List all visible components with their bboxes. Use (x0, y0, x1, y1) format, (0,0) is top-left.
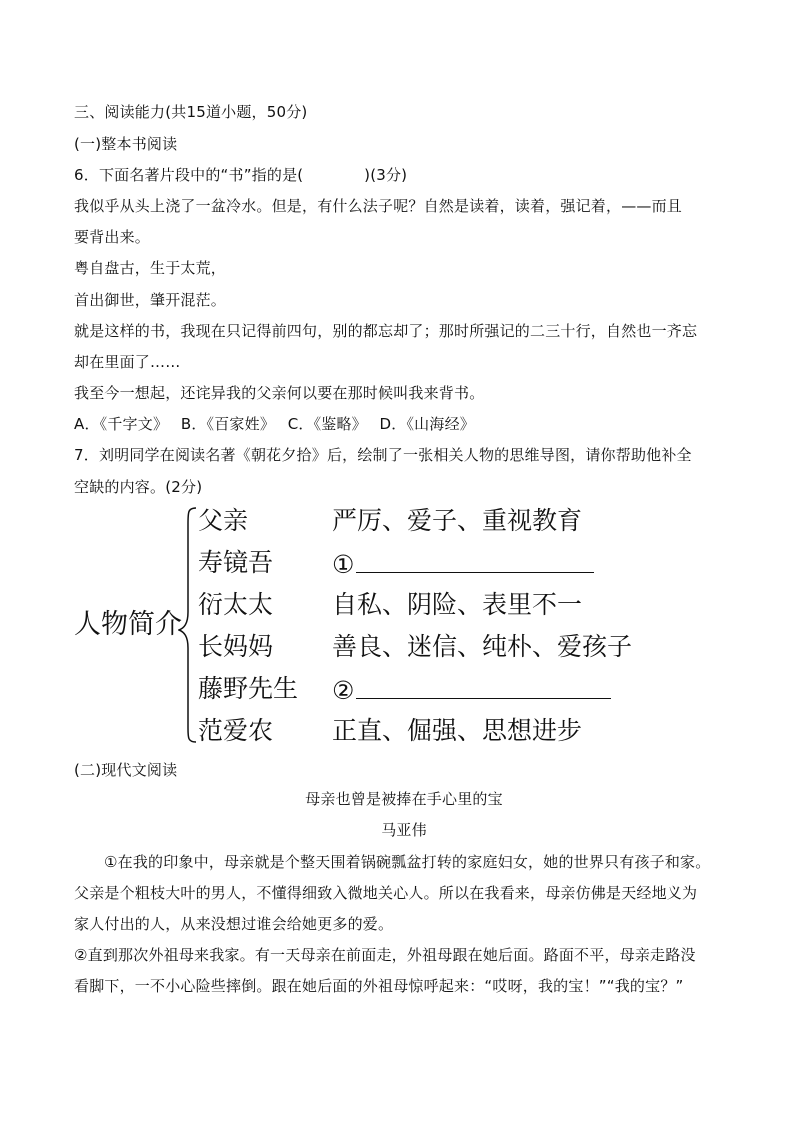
character-name: 衍太太 (198, 590, 274, 619)
q6-options: A．《千字文》 B．《百家姓》 C．《鉴略》 D．《山海经》 (74, 415, 475, 433)
character-name: 寿镜吾 (198, 548, 274, 577)
character-name: 父亲 (198, 506, 249, 535)
character-name: 范爱农 (198, 716, 274, 745)
q6-passage-line: 我似乎从头上浇了一盆冷水。但是，有什么法子呢？自然是读着，读着，强记着，——而且 (74, 197, 683, 215)
article-paragraph-line: ①在我的印象中，母亲就是个整天围着锅碗瓢盆打转的家庭妇女，她的世界只有孩子和家。 (104, 853, 711, 871)
q6-passage-line: 首出御世，肇开混茫。 (74, 291, 227, 309)
q6-stem: 6．下面名著片段中的“书”指的是( )(3分) (74, 166, 408, 184)
article-paragraph-line: 父亲是个粗枝大叶的男人，不懂得细致入微地关心人。所以在我看来，母亲仿佛是天经地义为 (74, 884, 698, 902)
q7-stem: 空缺的内容。(2分) (74, 478, 203, 496)
q6-passage-line: 就是这样的书，我现在只记得前四句，别的都忘却了；那时所强记的二三十行，自然也一齐忘 (74, 322, 698, 340)
blank-marker: ① (332, 550, 355, 579)
character-name: 藤野先生 (198, 674, 299, 703)
part2-heading: (二)现代文阅读 (74, 761, 178, 779)
character-traits: 严厉、爱子、重视教育 (332, 506, 583, 535)
q6-passage-line: 要背出来。 (74, 228, 151, 246)
character-traits: 正直、倔强、思想进步 (332, 716, 583, 745)
q7-stem: 7．刘明同学在阅读名著《朝花夕拾》后，绘制了一张相关人物的思维导图，请你帮助他补全 (74, 446, 692, 464)
article-author: 马亚伟 (381, 821, 427, 839)
q6-passage-line: 粤自盘古，生于太荒， (74, 259, 227, 277)
part1-heading: (一)整本书阅读 (74, 135, 178, 153)
q6-passage-line: 我至今一想起，还诧异我的父亲何以要在那时候叫我来背书。 (74, 384, 485, 402)
exam-page (74, 0, 734, 1123)
mind-map-root: 人物简介 (74, 609, 182, 640)
section-heading: 三、阅读能力(共15道小题，50分) (74, 103, 308, 121)
article-paragraph-line: 看脚下，一不小心险些摔倒。跟在她后面的外祖母惊呼起来：“哎呀，我的宝！”“我的宝？” (74, 977, 684, 995)
brace-icon (178, 504, 198, 744)
answer-blank-1[interactable] (356, 546, 594, 573)
q6-passage-line: 却在里面了…… (74, 353, 181, 371)
mind-map (74, 500, 734, 760)
character-name: 长妈妈 (198, 632, 274, 661)
character-traits: 善良、迷信、纯朴、爱孩子 (332, 632, 633, 661)
answer-blank-2[interactable] (356, 672, 611, 699)
article-paragraph-line: ②直到那次外祖母来我家。有一天母亲在前面走，外祖母跟在她后面。路面不平，母亲走路没 (74, 946, 696, 964)
article-paragraph-line: 家人付出的人，从来没想过谁会给她更多的爱。 (74, 915, 394, 933)
blank-marker: ② (332, 676, 355, 705)
character-traits: 自私、阴险、表里不一 (332, 590, 583, 619)
article-title: 母亲也曾是被捧在手心里的宝 (305, 790, 503, 808)
